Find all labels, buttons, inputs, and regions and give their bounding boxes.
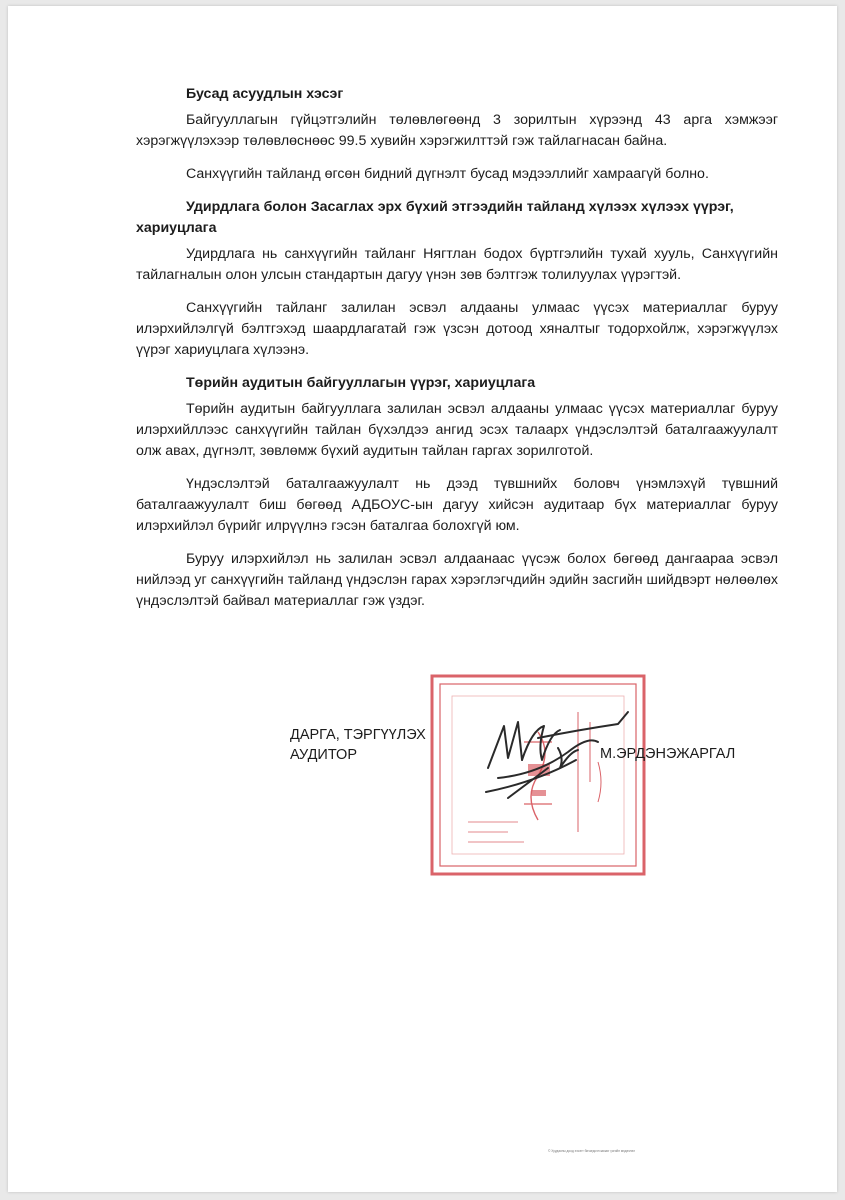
signatory-name: М.ЭРДЭНЭЖАРГАЛ bbox=[600, 746, 736, 762]
section-heading: Төрийн аудитын байгууллагын үүрэг, хариуцлага bbox=[186, 375, 536, 391]
document-body bbox=[136, 84, 778, 624]
section-auditor-responsibility bbox=[136, 373, 778, 612]
document-page bbox=[8, 6, 837, 1192]
paragraph: Үндэслэлтэй баталгаажуулалт нь дээд түвшнийх боловч үнэмлэхүй түвшний баталгаажуулалт биш бөгөөд АДБОУС-ын дагуу хийсэн аудитаар бүх материаллаг буруу илэрхийлэл бүрийг илрүүлнэ гэсэн баталгаа болохгүй юм. bbox=[136, 476, 778, 534]
paragraph: Буруу илэрхийлэл нь залилан эсвэл алдаанаас үүсэж болох бөгөөд дангаараа эсвэл нийлээд уг санхүүгийн тайланд үндэслэн гарах хэрэглэгчдийн эдийн засгийн шийдвэрт нөлөөлөх үндэслэлтэй байвал материаллаг гэж үздэг. bbox=[136, 551, 778, 609]
paragraph: Байгууллагын гүйцэтгэлийн төлөвлөгөөнд 3 зорилтын хүрээнд 43 арга хэмжээг хэрэгжүүлэхээр төлөвлөснөөс 99.5 хувийн хэрэгжилттэй гэж тайлагнасан байна. bbox=[136, 112, 778, 149]
paragraph: Төрийн аудитын байгууллага залилан эсвэл алдааны улмаас үүсэх материаллаг буруу илэрхийллээс санхүүгийн тайлан бүхэлдээ ангид эсэх талаарх үндэслэлтэй баталгаажуулалт олж авах, дүгнэлт, зөвлөмж бүхий аудитын тайлан гаргах зорилготой. bbox=[136, 401, 778, 459]
section-other-matters bbox=[136, 84, 778, 185]
signatory-title-line1: ДАРГА, ТЭРГҮҮЛЭХ bbox=[290, 727, 426, 743]
paragraph: Санхүүгийн тайланг залилан эсвэл алдааны улмаас үүсэх материаллаг буруу илэрхийлэлгүй бэлтгэхэд шаардлагатай гэж үзсэн дотоод хяналтыг тодорхойлж, хэрэгжүүлэх үүрэг хариуцлага хүлээнэ. bbox=[136, 300, 778, 358]
signatory-title bbox=[290, 725, 426, 765]
page-footer: © Хуудасны доод хэсэгт бичигдсэн жижиг үсгийн мэдээлэл bbox=[548, 1149, 635, 1153]
section-management-responsibility bbox=[136, 197, 778, 361]
paragraph: Удирдлага нь санхүүгийн тайланг Нягтлан бодох бүртгэлийн тухай хууль, Санхүүгийн тайлагналын олон улсын стандартын дагуу үнэн зөв бэлтгэж толилуулах үүрэгтэй. bbox=[136, 246, 778, 283]
section-heading: Бусад асуудлын хэсэг bbox=[186, 86, 344, 102]
section-heading: Удирдлага болон Засаглах эрх бүхий этгээдийн тайланд хүлээх хүлээх үүрэг, хариуцлага bbox=[136, 199, 734, 236]
signature-block bbox=[278, 668, 798, 878]
signatory-title-line2: АУДИТОР bbox=[290, 747, 357, 763]
paragraph: Санхүүгийн тайланд өгсөн бидний дүгнэлт бусад мэдээллийг хамраагүй болно. bbox=[186, 166, 709, 182]
